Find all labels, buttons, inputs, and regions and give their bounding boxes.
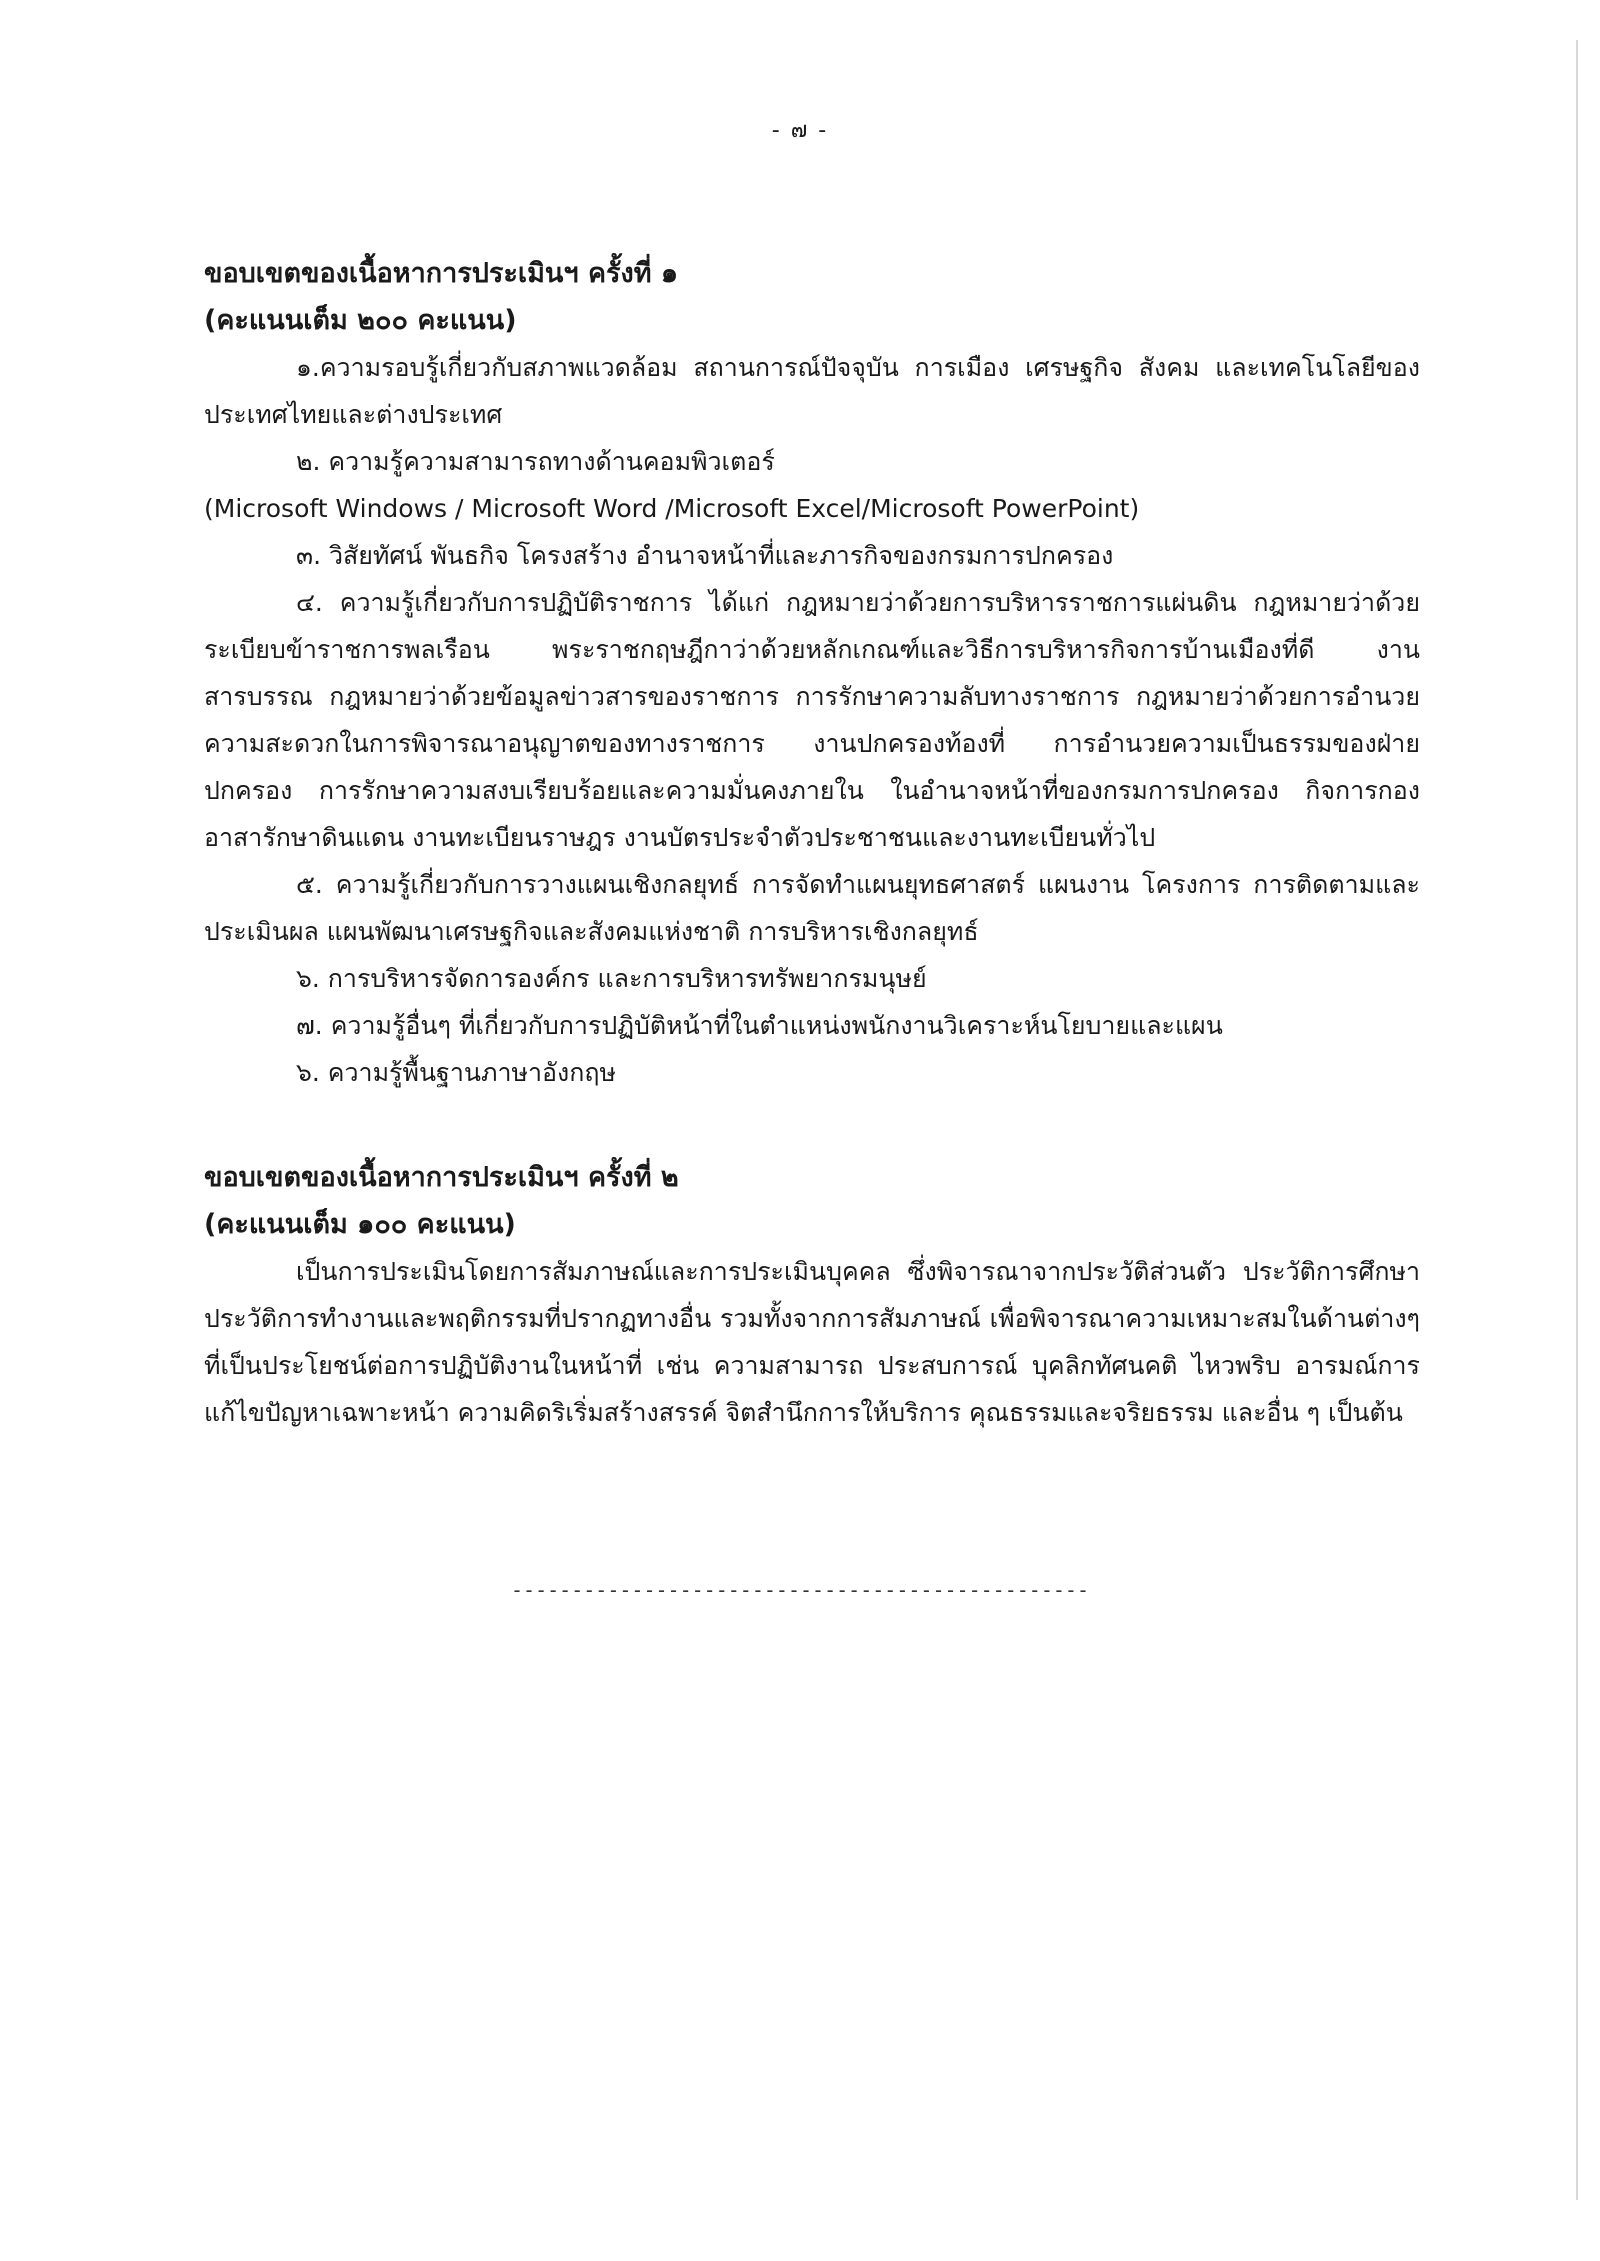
section1-item-2: ๒. ความรู้ความสามารถทางด้านคอมพิวเตอร์ <box>296 447 775 476</box>
section1-item-6: ๖. การบริหารจัดการองค์กร และการบริหารทรัพยากรมนุษย์ <box>296 964 927 993</box>
page-number: - ๗ - <box>771 118 829 143</box>
section1-item-1: ๑.ความรอบรู้เกี่ยวกับสภาพแวดล้อม สถานการณ์ปัจจุบัน การเมือง เศรษฐกิจ สังคม และเทคโนโลยีของประเทศไทยและต่างประเทศ <box>204 353 1420 429</box>
section-spacer <box>204 1096 1420 1154</box>
page-edge-line <box>1576 40 1578 2200</box>
section1-item-2-software: (Microsoft Windows / Microsoft Word /Microsoft Excel/Microsoft PowerPoint) <box>204 494 1140 523</box>
section1-item-8: ๖. ความรู้พื้นฐานภาษาอังกฤษ <box>296 1058 616 1087</box>
section2-score: (คะแนนเต็ม ๑๐๐ คะแนน) <box>204 1209 516 1240</box>
section1-item-3: ๓. วิสัยทัศน์ พันธกิจ โครงสร้าง อำนาจหน้าที่และภารกิจของกรมการปกครอง <box>296 541 1114 570</box>
section2-title: ขอบเขตของเนื้อหาการประเมินฯ ครั้งที่ ๒ <box>204 1162 679 1193</box>
section1-score: (คะแนนเต็ม ๒๐๐ คะแนน) <box>204 305 517 336</box>
section1-item-4: ๔. ความรู้เกี่ยวกับการปฏิบัติราชการ ได้แก่ กฎหมายว่าด้วยการบริหารราชการแผ่นดิน กฎหมายว่าด้วยระเบียบข้าราชการพลเรือน พระราชกฤษฎีกาว่าด้วยหลักเกณฑ์และวิธีการบริหารกิจการบ้านเมืองที่ดี งานสารบรรณ กฎหมายว่าด้วยข้อมูลข่าวสารของราชการ การรักษาความลับทางราชการ กฎหมายว่าด้วยการอำนวยความสะดวกในการพิจารณาอนุญาตของทางราชการ งานปกครองท้องที่ การอำนวยความเป็นธรรมของฝ่ายปกครอง การรักษาความสงบเรียบร้อยและความมั่นคงภายใน ในอำนาจหน้าที่ของกรมการปกครอง กิจการกองอาสารักษาดินแดน งานทะเบียนราษฎร งานบัตรประจำตัวประชาชนและงานทะเบียนทั่วไป <box>204 588 1420 852</box>
section1-item-5: ๕. ความรู้เกี่ยวกับการวางแผนเชิงกลยุทธ์ การจัดทำแผนยุทธศาสตร์ แผนงาน โครงการ การติดตามและประเมินผล แผนพัฒนาเศรษฐกิจและสังคมแห่งชาติ การบริหารเชิงกลยุทธ์ <box>204 870 1420 946</box>
document-body <box>204 250 1420 1436</box>
section1-item-7: ๗. ความรู้อื่นๆ ที่เกี่ยวกับการปฏิบัติหน้าที่ในตำแหน่งพนักงานวิเคราะห์นโยบายและแผน <box>296 1011 1223 1040</box>
section2-body: เป็นการประเมินโดยการสัมภาษณ์และการประเมินบุคคล ซึ่งพิจารณาจากประวัติส่วนตัว ประวัติการศึกษา ประวัติการทำงานและพฤติกรรมที่ปรากฏทางอื่น รวมทั้งจากการสัมภาษณ์ เพื่อพิจารณาความเหมาะสมในด้านต่างๆ ที่เป็นประโยชน์ต่อการปฏิบัติงานในหน้าที่ เช่น ความสามารถ ประสบการณ์ บุคลิกทัศนคติ ไหวพริบ อารมณ์การแก้ไขปัญหาเฉพาะหน้า ความคิดริเริ่มสร้างสรรค์ จิตสำนึกการให้บริการ คุณธรรมและจริยธรรม และอื่น ๆ เป็นต้น <box>204 1257 1420 1427</box>
section1-title: ขอบเขตของเนื้อหาการประเมินฯ ครั้งที่ ๑ <box>204 258 679 289</box>
end-divider: ------------------------------------------------ <box>511 1578 1089 1602</box>
